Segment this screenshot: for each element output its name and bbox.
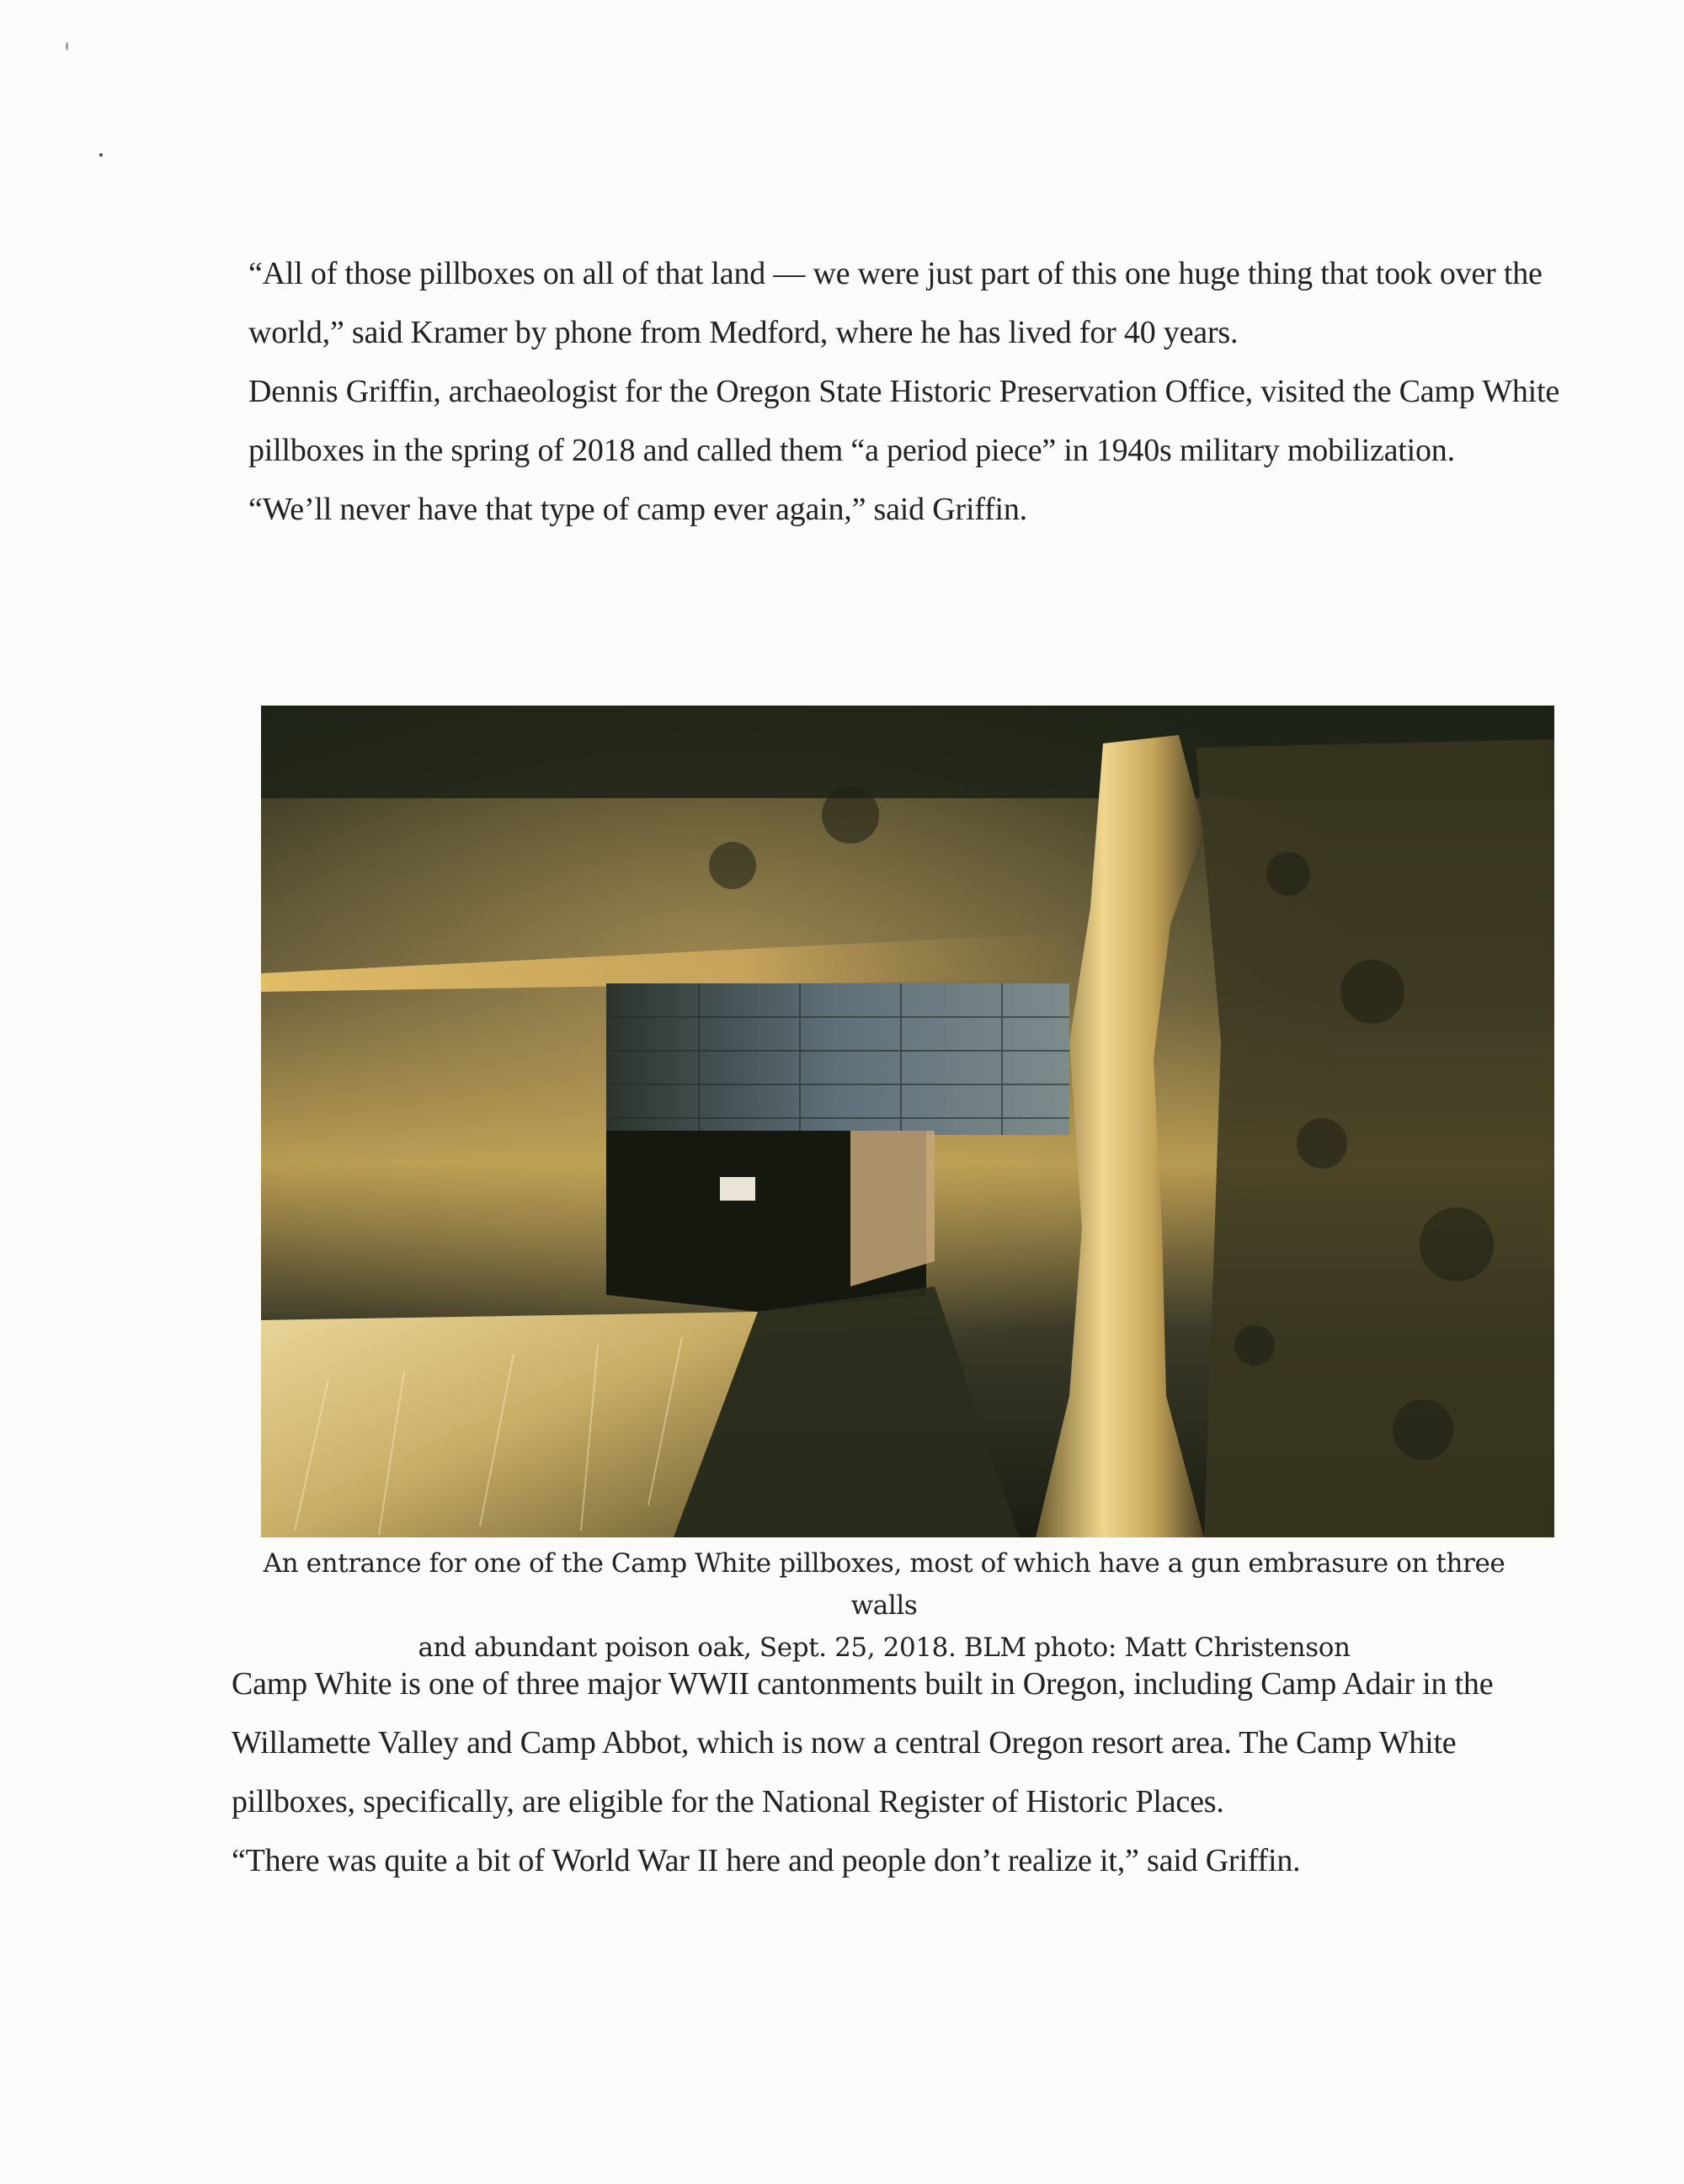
caption-line-2: and abundant poison oak, Sept. 25, 2018. BLM photo: Matt Christenson bbox=[418, 1633, 1351, 1663]
pillbox-photo-image bbox=[261, 706, 1554, 1537]
scan-speck bbox=[66, 42, 68, 51]
paragraph: Dennis Griffin, archaeologist for the Oregon State Historic Preservation Office, visited the Camp White pillboxes in the spring of 2018 and called them “a period piece” in 1940s military mobilization. bbox=[248, 374, 1560, 468]
paragraph: Camp White is one of three major WWII cantonments built in Oregon, including Camp Adair in the Willamette Valley and Camp Abbot, which is now a central Oregon resort area. The Camp White pillboxes, specifically, are eligible for the National Register of Historic Places. bbox=[232, 1666, 1494, 1819]
top-text-block bbox=[248, 244, 1562, 539]
gun-embrasure bbox=[720, 1177, 755, 1201]
paragraph: “There was quite a bit of World War II here and people don’t realize it,” said Griffin. bbox=[232, 1843, 1301, 1878]
photo-caption bbox=[227, 1542, 1541, 1669]
caption-line-1: An entrance for one of the Camp White pillboxes, most of which have a gun embrasure on three walls bbox=[263, 1548, 1505, 1621]
bunker-wall bbox=[606, 983, 1069, 1135]
pillbox-photo bbox=[261, 706, 1554, 1537]
bottom-text-block bbox=[232, 1654, 1545, 1890]
paragraph: “We’ll never have that type of camp ever again,” said Griffin. bbox=[248, 492, 1027, 527]
dry-grass bbox=[261, 1312, 758, 1537]
scan-speck bbox=[99, 153, 103, 157]
paragraph: “All of those pillboxes on all of that land — we were just part of this one huge thing that took over the world,” said Kramer by phone from Medford, where he has lived for 40 years. bbox=[248, 256, 1543, 350]
